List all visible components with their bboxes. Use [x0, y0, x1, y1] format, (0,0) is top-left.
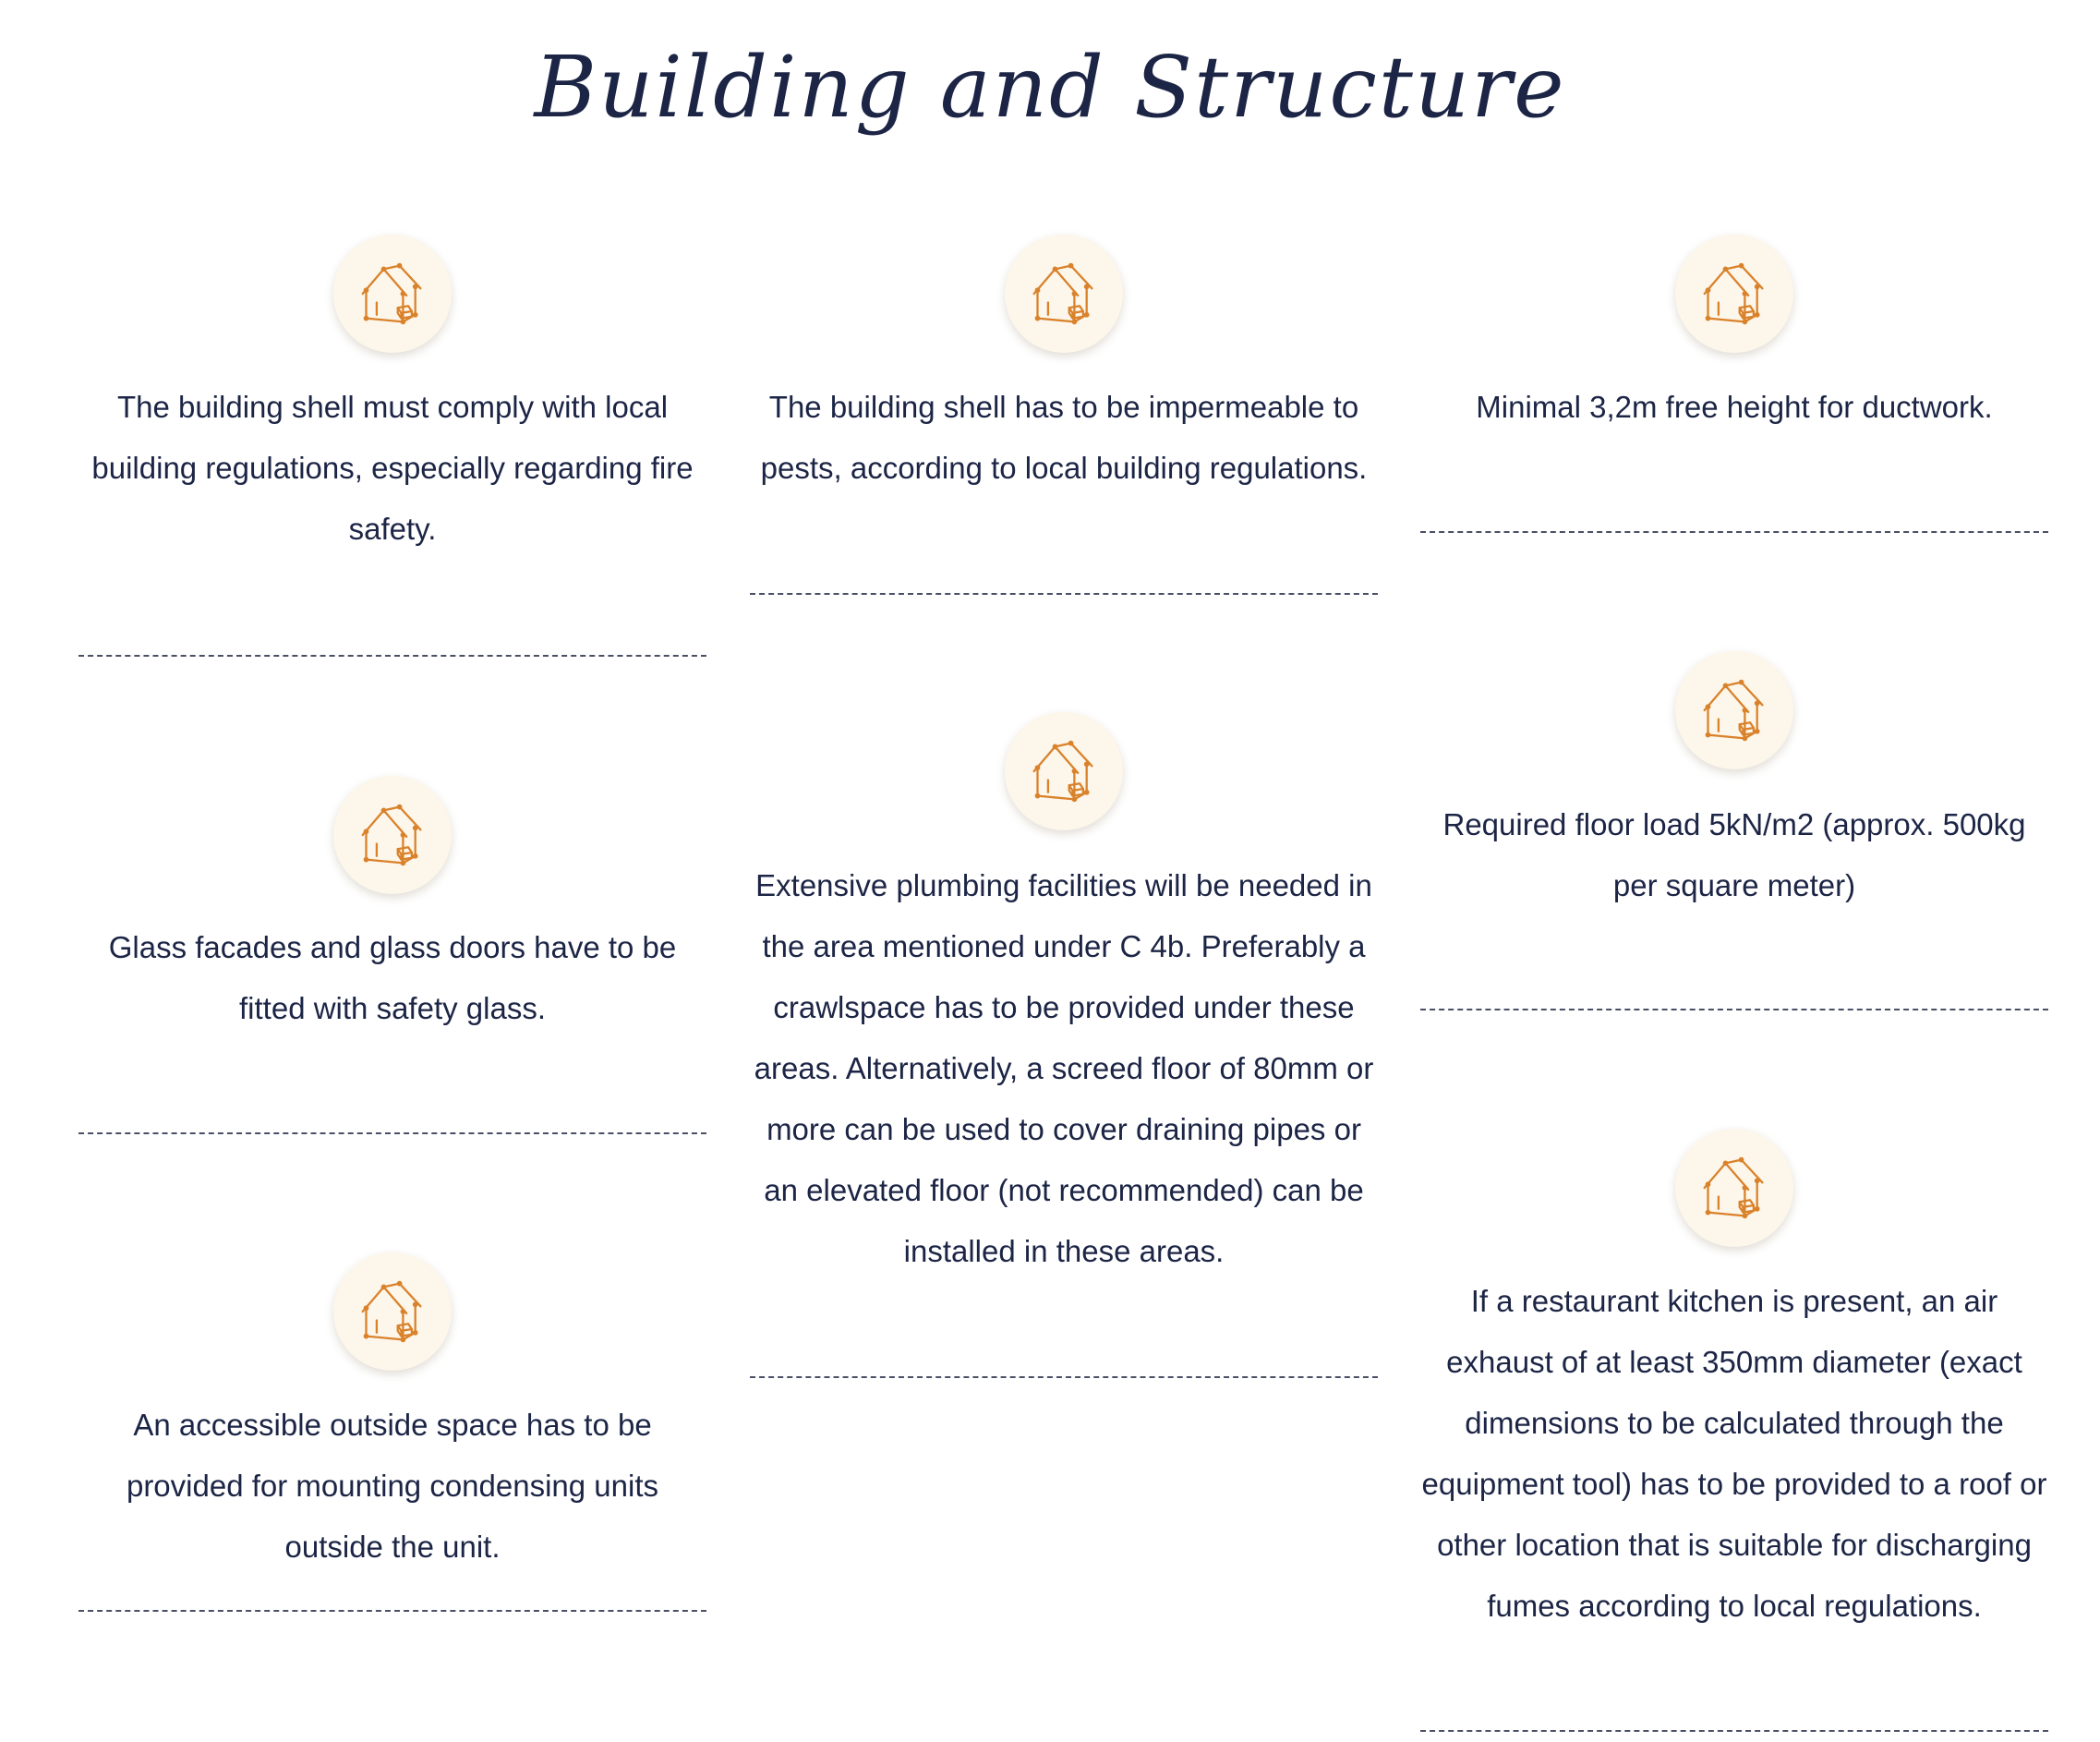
- item-text: The building shell has to be impermeable to pests, according to local building regulations.: [760, 390, 1368, 485]
- divider: [1420, 1730, 2048, 1732]
- divider: [750, 1376, 1378, 1378]
- item-text: Required floor load 5kN/m2 (approx. 500kg per square meter): [1442, 807, 2026, 902]
- house-icon: [1675, 235, 1793, 353]
- item-text: An accessible outside space has to be provided for mounting condensing units outside the unit.: [126, 1408, 659, 1564]
- house-icon: [333, 235, 452, 353]
- divider: [78, 655, 706, 657]
- item-text: If a restaurant kitchen is present, an air exhaust of at least 350mm diameter (exact dimensions to be calculated through the equipment tool) has to be provided to a roof or other location that is suitable for discharging fumes according to local regulations.: [1421, 1284, 2047, 1623]
- divider: [1420, 1009, 2048, 1010]
- divider: [78, 1610, 706, 1612]
- divider: [1420, 531, 2048, 533]
- house-icon: [333, 776, 452, 894]
- divider: [78, 1132, 706, 1134]
- house-icon: [1675, 651, 1793, 769]
- house-icon: [1005, 712, 1123, 830]
- page-title: Building and Structure: [534, 38, 1566, 137]
- item-text: Glass facades and glass doors have to be fitted with safety glass.: [108, 930, 677, 1025]
- house-icon: [1005, 235, 1123, 353]
- house-icon: [1675, 1129, 1793, 1247]
- item-text: Extensive plumbing facilities will be needed in the area mentioned under C 4b. Preferably a crawlspace has to be provided under these areas. Alternatively, a screed floor of 80mm or more can be used to cover draining pipes or an elevated floor (not recommended) can be installed in these areas.: [754, 868, 1374, 1268]
- item-text: Minimal 3,2m free height for ductwork.: [1476, 390, 1993, 424]
- item-text: The building shell must comply with local building regulations, especially regarding fire safety.: [91, 390, 694, 546]
- divider: [750, 593, 1378, 595]
- house-icon: [333, 1252, 452, 1371]
